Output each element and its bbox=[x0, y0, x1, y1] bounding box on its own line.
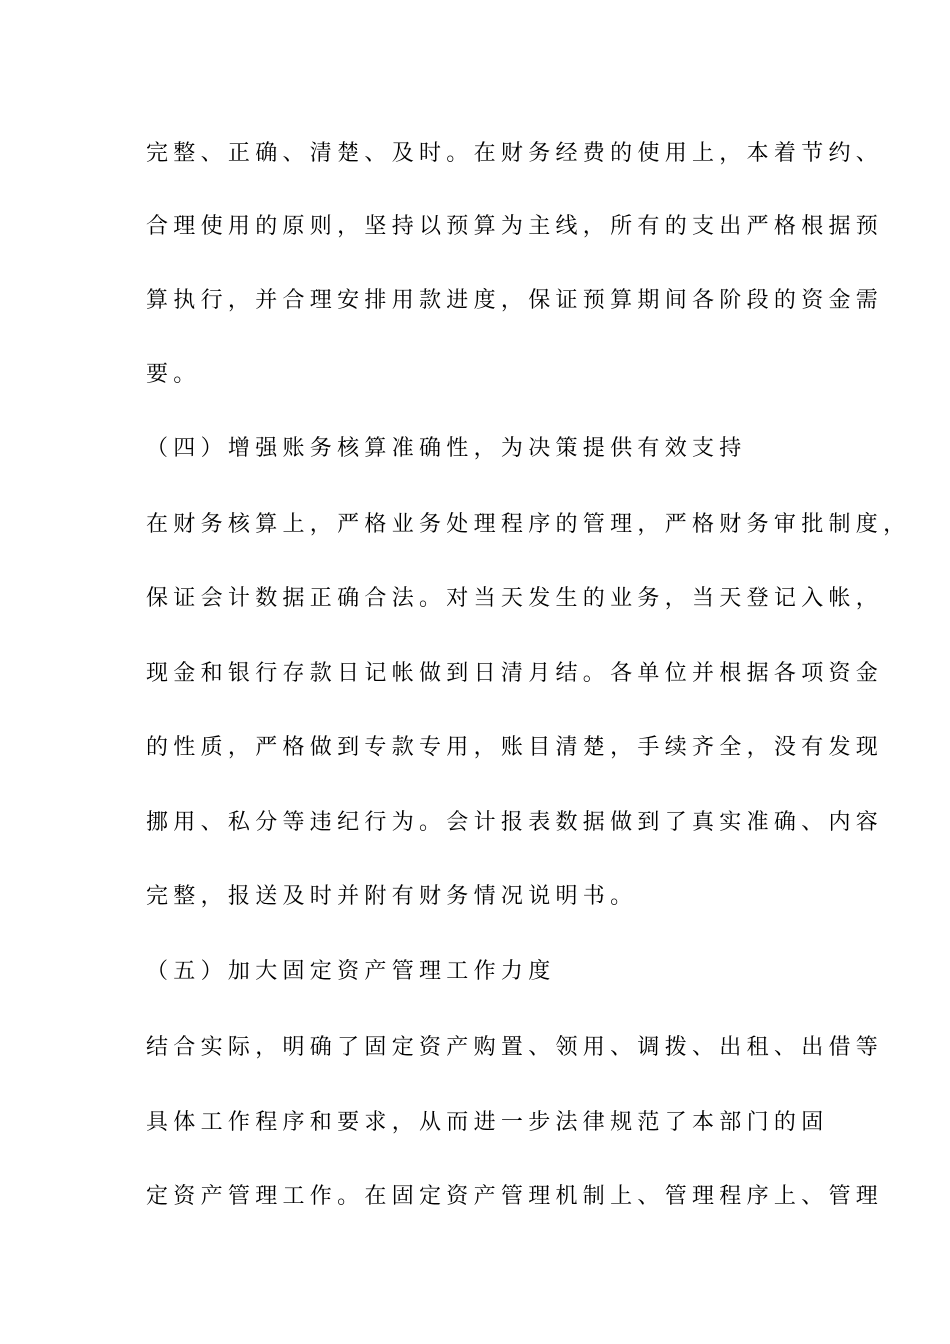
paragraph-line: 保证会计数据正确合法。对当天发生的业务，当天登记入帐， bbox=[146, 586, 884, 611]
paragraph-line: 算执行，并合理安排用款进度，保证预算期间各阶段的资金需 bbox=[146, 288, 884, 313]
section-heading: （五）加大固定资产管理工作力度 bbox=[146, 959, 556, 984]
paragraph-line: 在财务核算上，严格业务处理程序的管理，严格财务审批制度， bbox=[146, 512, 911, 537]
paragraph-line: 完整，报送及时并附有财务情况说明书。 bbox=[146, 884, 638, 909]
paragraph-line: 完整、正确、清楚、及时。在财务经费的使用上，本着节约、 bbox=[146, 141, 884, 166]
paragraph-line: 挪用、私分等违纪行为。会计报表数据做到了真实准确、内容 bbox=[146, 810, 884, 835]
section-heading: （四）增强账务核算准确性，为决策提供有效支持 bbox=[146, 436, 747, 461]
paragraph-line: 结合实际，明确了固定资产购置、领用、调拨、出租、出借等 bbox=[146, 1035, 884, 1060]
paragraph-line: 定资产管理工作。在固定资产管理机制上、管理程序上、管理 bbox=[146, 1184, 884, 1209]
paragraph-line: 的性质，严格做到专款专用，账目清楚，手续齐全，没有发现 bbox=[146, 735, 884, 760]
paragraph-line: 现金和银行存款日记帐做到日清月结。各单位并根据各项资金 bbox=[146, 661, 884, 686]
paragraph-line: 合理使用的原则，坚持以预算为主线，所有的支出严格根据预 bbox=[146, 214, 884, 239]
paragraph-line: 要。 bbox=[146, 362, 201, 387]
paragraph-line: 具体工作程序和要求，从而进一步法律规范了本部门的固 bbox=[146, 1110, 829, 1135]
